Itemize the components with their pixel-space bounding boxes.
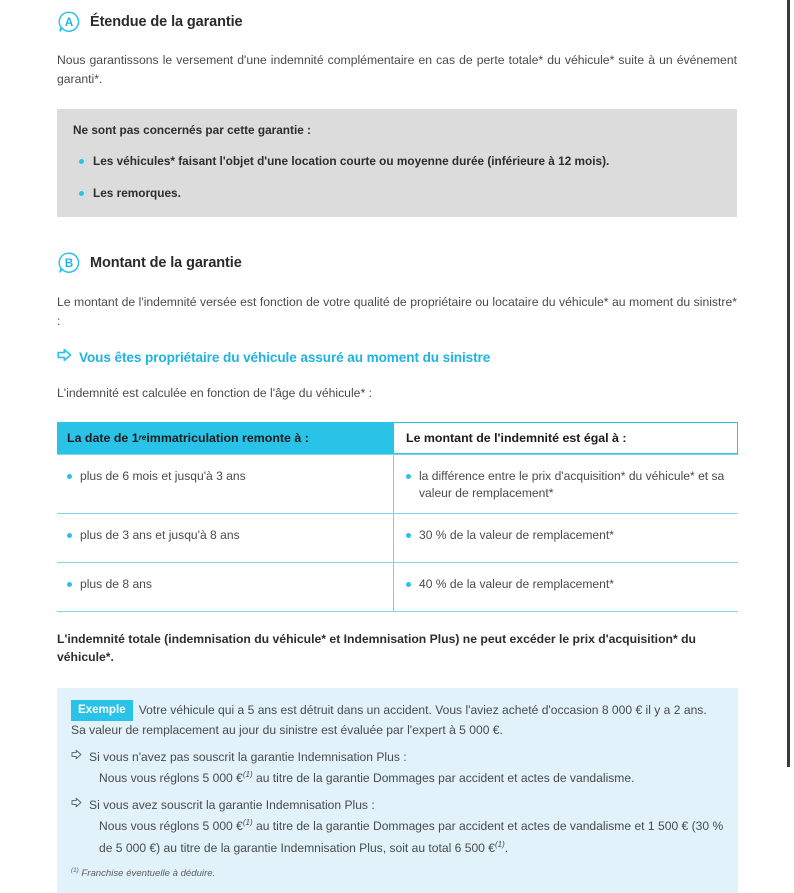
table-header-date-prefix: La date de 1 [67, 431, 139, 445]
section-b-intro-text: Le montant de l'indemnité versée est fonction de votre qualité de propriétaire ou locataire du véhicule* au moment du sinistre* : [57, 293, 737, 330]
exclusions-box-title: Ne sont pas concernés par cette garantie : [73, 123, 721, 137]
example-footnote [71, 867, 724, 879]
bullet-dot-icon [67, 474, 72, 479]
section-heading-b [57, 251, 737, 275]
indemnity-table [57, 422, 738, 612]
example-case-body [89, 749, 634, 788]
exclusion-item-text: Les remorques. [93, 185, 181, 201]
example-case-condition: Si vous n'avez pas souscrit la garantie Indemnisation Plus : [89, 750, 407, 764]
table-cell-date [57, 455, 393, 513]
example-case [71, 797, 724, 858]
letter-badge-a-text: A [65, 17, 73, 29]
bullet-dot-icon [67, 533, 72, 538]
letter-badge-a-icon [57, 10, 81, 34]
table-cell-amount [393, 514, 738, 562]
table-cell-amount [393, 563, 738, 611]
bullet-dot-icon [406, 533, 411, 538]
table-header-row [57, 422, 738, 454]
example-case-condition: Si vous avez souscrit la garantie Indemnisation Plus : [89, 798, 375, 812]
owner-subheading [57, 348, 737, 367]
example-case-result-prefix: Nous vous réglons 5 000 € [99, 819, 243, 833]
example-intro-text: Votre véhicule qui a 5 ans est détruit dans un accident. Vous l'aviez acheté d'occasion 8 000 € il y a 2 ans. Sa valeur de remplacement au jour du sinistre est évaluée par l'expert à 5 000 €. [71, 703, 707, 737]
section-heading-a [57, 10, 737, 34]
exclusion-list-item [73, 185, 721, 201]
table-row [57, 454, 738, 514]
table-cell-date-text: plus de 6 mois et jusqu'à 3 ans [80, 468, 246, 485]
table-cell-date-text: plus de 8 ans [80, 576, 152, 593]
example-case [71, 749, 724, 788]
example-case-result-superscript: (1) [243, 818, 253, 827]
letter-badge-b-text: B [65, 258, 73, 270]
table-header-cell-date [57, 422, 393, 454]
section-a-intro-text: Nous garantissons le versement d'une indemnité complémentaire en cas de perte totale* du véhicule* suite à un événement garanti*. [57, 51, 737, 88]
owner-subheading-text: Vous êtes propriétaire du véhicule assuré au moment du sinistre [79, 350, 490, 365]
example-intro [71, 700, 724, 739]
table-cell-amount-text: 40 % de la valeur de remplacement* [419, 576, 614, 593]
table-cell-date-text: plus de 3 ans et jusqu'à 8 ans [80, 527, 240, 544]
example-badge: Exemple [71, 700, 133, 721]
example-case-result-prefix: Nous vous réglons 5 000 € [99, 771, 243, 785]
table-cell-date [57, 563, 393, 611]
section-title-b: Montant de la garantie [90, 255, 242, 271]
example-case-result [89, 814, 724, 857]
letter-badge-b-icon [57, 251, 81, 275]
exclusion-item-text: Les véhicules* faisant l'objet d'une location courte ou moyenne durée (inférieure à 12 mois). [93, 153, 609, 169]
footnote-text: Franchise éventuelle à déduire. [79, 868, 216, 879]
example-case-result-end: . [505, 841, 508, 855]
table-cell-amount-text: 30 % de la valeur de remplacement* [419, 527, 614, 544]
page-content [57, 0, 737, 893]
example-case-result-superscript-2: (1) [495, 840, 505, 849]
table-header-date-superscript: re [139, 433, 147, 442]
example-case-result-suffix: au titre de la garantie Dommages par accident et actes de vandalisme et 1 500 € (30 % de 5 000 €) au titre de la garantie Indemnisation Plus, soit au total 6 500 € [99, 819, 723, 855]
diamond-arrow-icon [71, 749, 82, 766]
bullet-dot-icon [79, 191, 84, 196]
bullet-dot-icon [79, 159, 84, 164]
table-cell-amount [393, 455, 738, 513]
bullet-dot-icon [406, 474, 411, 479]
diamond-arrow-icon [71, 797, 82, 814]
example-case-result-suffix: au titre de la garantie Dommages par accident et actes de vandalisme. [253, 771, 635, 785]
table-header-cell-amount: Le montant de l'indemnité est égal à : [393, 422, 738, 454]
section-title-a: Étendue de la garantie [90, 14, 243, 30]
table-header-date-suffix: immatriculation remonte à : [146, 431, 309, 445]
table-cell-date [57, 514, 393, 562]
example-case-result [89, 766, 634, 788]
bullet-dot-icon [406, 582, 411, 587]
example-case-result-superscript: (1) [243, 770, 253, 779]
exclusions-box [57, 109, 737, 217]
arrow-right-icon [57, 348, 72, 367]
example-box [57, 688, 738, 893]
table-row [57, 514, 738, 563]
bullet-dot-icon [67, 582, 72, 587]
table-cell-amount-text: la différence entre le prix d'acquisition* du véhicule* et sa valeur de remplacement* [419, 468, 728, 502]
example-case-body [89, 797, 724, 858]
table-intro-text: L'indemnité est calculée en fonction de l'âge du véhicule* : [57, 384, 737, 403]
footnote-marker: (1) [71, 867, 79, 874]
exclusion-list-item [73, 153, 721, 169]
total-indemnity-note: L'indemnité totale (indemnisation du véhicule* et Indemnisation Plus) ne peut excéder le prix d'acquisition* du véhicule*. [57, 630, 738, 666]
table-row [57, 563, 738, 612]
